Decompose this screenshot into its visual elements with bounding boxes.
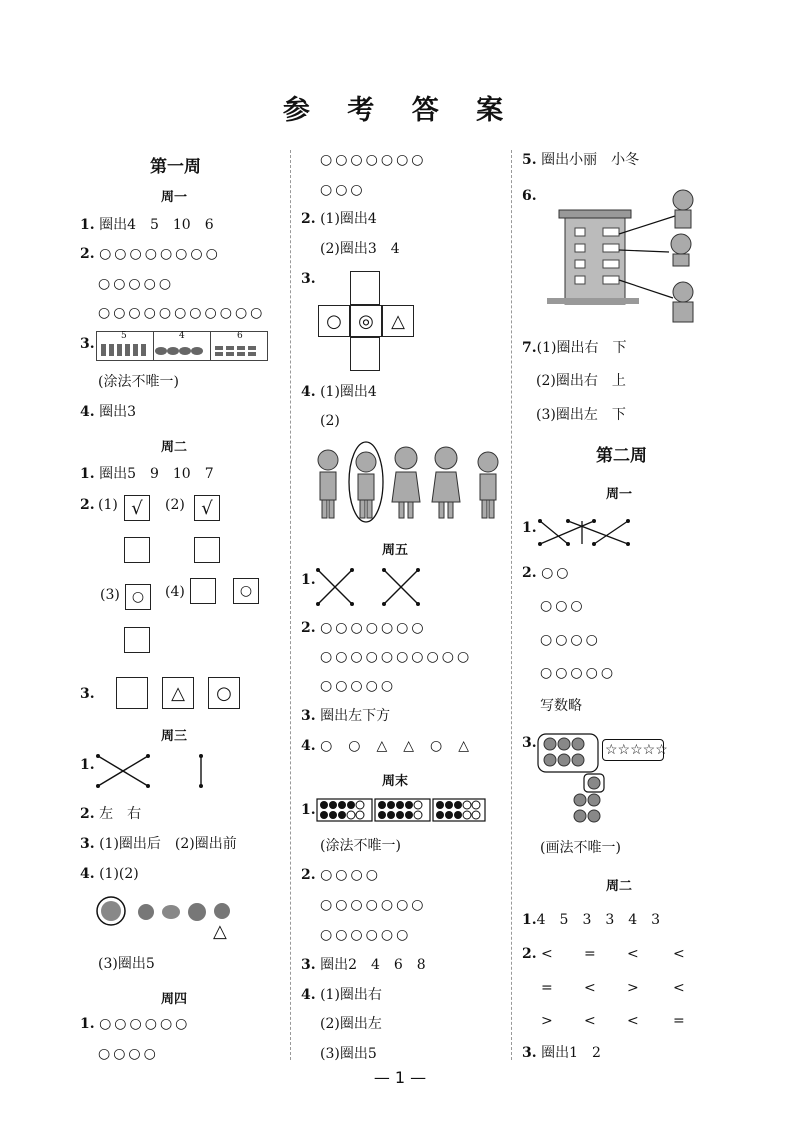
tue-answer-2-part4: (4) [165, 584, 185, 600]
thu-answer-3-number: 3. [301, 271, 316, 287]
tue-answer-3-number: 3. [80, 686, 95, 702]
fri-answer-2-row3: ○○○○○ [320, 678, 397, 694]
answer-3-note: (涂法不唯一) [98, 374, 179, 390]
day-heading-fri: 周五 [382, 543, 409, 558]
page-number: — 1 — [373, 1068, 427, 1087]
bead-frames [316, 798, 486, 822]
day-heading-tue: 周二 [161, 440, 188, 455]
thu-answer-2a: 2. (1)圈出4 [301, 211, 377, 227]
answer-5: 5. 圈出小丽 小冬 [522, 152, 640, 168]
net-square-double-ring: ◎ [350, 305, 382, 337]
tue-answer-2-number: 2. [80, 497, 95, 513]
compare-sign: = [584, 946, 596, 962]
fri-answer-2-row2: ○○○○○○○○○○ [320, 649, 473, 665]
answer-1: 1. 圈出4 5 10 6 [80, 217, 214, 233]
cross-lines [316, 568, 426, 608]
zigzag-lines [538, 518, 638, 548]
wed-answer-3: 3. (1)圈出后 (2)圈出前 [80, 836, 237, 852]
tue-answer-2-part2: (2) [165, 497, 185, 513]
week2-answer-1-number: 1. [522, 520, 537, 536]
wed-answer-1-number: 1. [80, 757, 95, 773]
fri-answer-4: 4. ○ ○ △ △ ○ △ [301, 738, 471, 754]
compare-sign: = [541, 980, 553, 996]
compare-sign: < [627, 946, 639, 962]
compare-sign: > [627, 980, 639, 996]
week-2-heading: 第二周 [596, 446, 647, 466]
week2-tue-answer-2-number: 2. [522, 946, 537, 962]
column-divider-2 [511, 150, 512, 1060]
ring-box: ○ [233, 578, 259, 604]
children-picture [314, 440, 504, 525]
tue-answer-2-part1: (1) [98, 497, 118, 513]
fri-answer-2: 2. ○○○○○○○ [301, 620, 427, 636]
thu-answer-4b: (2) [320, 413, 340, 429]
compare-sign: < [541, 946, 553, 962]
empty-box [124, 627, 150, 653]
week2-answer-2: 2. ○○ [522, 565, 572, 581]
thu-answer-2b: (2)圈出3 4 [320, 241, 400, 257]
net-square-triangle: △ [382, 305, 414, 337]
compare-sign: = [673, 1013, 685, 1029]
weekend-answer-1-number: 1. [301, 802, 316, 818]
week2-answer-2-row3: ○○○○ [540, 632, 601, 648]
day-heading-mon: 周一 [161, 190, 188, 205]
fri-answer-3: 3. 圈出左下方 [301, 708, 391, 724]
weekend-answer-4c: (3)圈出5 [320, 1046, 377, 1062]
empty-box [194, 537, 220, 563]
week-1-heading: 第一周 [150, 157, 201, 177]
answer-7c: (3)圈出左 下 [536, 407, 626, 423]
strip-label: 4 [179, 331, 185, 341]
fruit-groups [536, 732, 606, 827]
net-square-ring: ○ [318, 305, 350, 337]
strip-label: 5 [121, 331, 127, 341]
fri-answer-1-number: 1. [301, 572, 316, 588]
star-row: ☆☆☆☆☆ [605, 742, 668, 758]
week2-day-heading-tue: 周二 [606, 879, 633, 894]
ring-box: ○ [125, 584, 151, 610]
thu-answer-1-row2: ○○○○ [98, 1046, 159, 1062]
triangle-mark: △ [213, 921, 227, 942]
triangle-box: △ [162, 677, 194, 709]
weekend-answer-2: 2. ○○○○ [301, 867, 381, 883]
wed-answer-2: 2. 左 右 [80, 806, 142, 822]
page-title: 参 考 答 案 [282, 95, 518, 126]
check-box: √ [124, 495, 150, 521]
answer-6-number: 6. [522, 188, 537, 204]
empty-box [116, 677, 148, 709]
thu-answer-1-row3: ○○○○○○○ [320, 152, 427, 168]
compare-sign: < [584, 1013, 596, 1029]
week2-answer-2-row2: ○○○ [540, 598, 586, 614]
answer-4: 4. 圈出3 [80, 404, 136, 420]
day-heading-weekend: 周末 [382, 774, 409, 789]
weekend-answer-1-note: (涂法不唯一) [320, 838, 401, 854]
building-picture [545, 186, 700, 326]
compare-sign: < [627, 1013, 639, 1029]
day-heading-wed: 周三 [161, 729, 188, 744]
answer-7a: 7.(1)圈出右 下 [522, 340, 627, 356]
compare-sign: > [541, 1013, 553, 1029]
week2-tue-answer-3: 3. 圈出1 2 [522, 1045, 601, 1061]
answer-2: 2. ○○○○○○○○ [80, 246, 221, 262]
thu-answer-1: 1. ○○○○○○ [80, 1016, 191, 1032]
week2-answer-2-row4: ○○○○○ [540, 665, 617, 681]
empty-box [124, 537, 150, 563]
wed-answer-4-part3: (3)圈出5 [98, 956, 155, 972]
weekend-answer-2-row2: ○○○○○○○ [320, 897, 427, 913]
net-square [350, 271, 380, 305]
weekend-answer-4b: (2)圈出左 [320, 1016, 382, 1032]
answer-7b: (2)圈出右 上 [536, 373, 626, 389]
compare-sign: < [673, 946, 685, 962]
empty-box [190, 578, 216, 604]
week2-answer-3-note: (画法不唯一) [540, 840, 621, 856]
answer-3-number: 3. [80, 336, 95, 352]
weekend-answer-3: 3. 圈出2 4 6 8 [301, 957, 426, 973]
wed-answer-4: 4. (1)(2) [80, 866, 139, 882]
tue-answer-1: 1. 圈出5 9 10 7 [80, 466, 214, 482]
compare-sign: < [584, 980, 596, 996]
weekend-answer-2-row3: ○○○○○○ [320, 927, 412, 943]
strip-label: 6 [237, 331, 243, 341]
column-divider-1 [290, 150, 291, 1060]
week2-day-heading-mon: 周一 [606, 487, 633, 502]
matching-lines [96, 752, 216, 792]
weekend-answer-4a: 4. (1)圈出右 [301, 987, 382, 1003]
check-box: √ [194, 495, 220, 521]
answer-2-row3: ○○○○○○○○○○○ [98, 305, 266, 321]
bead-frames-drawing [316, 798, 486, 822]
week2-tue-answer-1: 1.4 5 3 3 4 3 [522, 912, 661, 928]
answer-2-row2: ○○○○○ [98, 276, 175, 292]
day-heading-thu: 周四 [161, 992, 188, 1007]
week2-answer-2-note: 写数略 [540, 698, 582, 714]
thu-answer-4a: 4. (1)圈出4 [301, 384, 377, 400]
ring-box: ○ [208, 677, 240, 709]
strip-pictures [97, 332, 267, 360]
week2-answer-3-number: 3. [522, 735, 537, 751]
answer-3-strip [96, 331, 268, 361]
compare-sign: < [673, 980, 685, 996]
net-square [350, 337, 380, 371]
tue-answer-2-part3: (3) [100, 587, 120, 603]
thu-answer-1-row4: ○○○ [320, 182, 366, 198]
